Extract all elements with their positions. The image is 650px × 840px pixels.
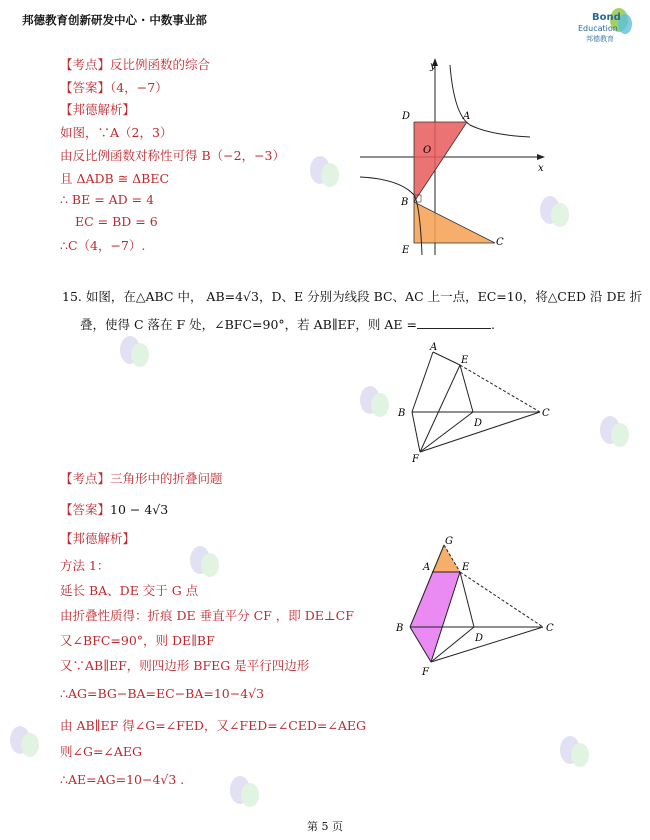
p15-answer: 【答案】10 − 4√3	[60, 502, 169, 517]
p15-line: 则∠G=∠AEG	[60, 744, 143, 759]
bond-logo	[556, 4, 636, 44]
label-E: E	[402, 245, 410, 256]
watermark-logo	[0, 720, 50, 770]
answer-blank	[417, 317, 491, 329]
p15-line: 由 AB∥EF 得∠G=∠FED，又∠FED=∠CED=∠AEG	[60, 718, 366, 733]
p15-figure	[390, 340, 565, 465]
label-A: A	[430, 342, 438, 353]
p15-line: 又∵AB∥EF，则四边形 BFEG 是平行四边形	[60, 658, 310, 673]
label-x: x	[538, 163, 544, 174]
label-A: A	[423, 562, 431, 573]
watermark-logo	[300, 150, 350, 200]
p15-stem-line2: 叠，使得 C 落在 F 处，∠BFC=90°，若 AB∥EF，则 AE = .	[80, 317, 495, 332]
label-F: F	[412, 454, 419, 465]
p14-kaodian: 【考点】反比例函数的综合	[60, 57, 211, 72]
watermark-logo	[590, 410, 640, 460]
watermark-logo	[220, 770, 270, 820]
label-A: A	[463, 111, 471, 122]
label-C: C	[542, 408, 550, 419]
p14-figure	[350, 55, 550, 260]
logo-sub1: Education	[578, 24, 618, 33]
p15-line: 方法 1：	[60, 558, 110, 573]
label-D: D	[475, 633, 484, 644]
p14-analysis-tag: 【邦德解析】	[60, 102, 136, 117]
p14-line: ∴C（4，−7）.	[60, 238, 146, 253]
label-C: C	[546, 623, 554, 634]
p14-answer: 【答案】（4，−7）	[60, 80, 168, 95]
label-B: B	[398, 408, 406, 419]
label-F: F	[422, 667, 429, 678]
watermark-logo	[550, 730, 600, 780]
page-number: 第 5 页	[307, 820, 343, 833]
p15-analysis-tag: 【邦德解析】	[60, 531, 136, 546]
label-C: C	[496, 237, 504, 248]
p15-line: 由折叠性质得：折痕 DE 垂直平分 CF ，即 DE⊥CF	[60, 608, 354, 623]
logo-sub2: 邦德教育	[586, 35, 614, 43]
label-G: G	[445, 536, 453, 547]
triangle-GAE	[432, 545, 460, 572]
p14-line: ∴ BE = AD = 4	[60, 192, 155, 207]
p14-line: 如图，∵A（2，3）	[60, 125, 173, 140]
label-B: B	[401, 197, 409, 208]
label-y: y	[430, 61, 436, 72]
page-header-title: 邦德教育创新研发中心 · 中数事业部	[22, 13, 207, 27]
p15-line: ∴AG=BG−BA=EC−BA=10−4√3	[60, 686, 265, 701]
label-E: E	[462, 562, 470, 573]
label-E: E	[461, 355, 469, 366]
p15-kaodian: 【考点】三角形中的折叠问题	[60, 471, 223, 486]
label-D: D	[402, 111, 411, 122]
p15-line: ∴AE=AG=10−4√3 .	[60, 772, 185, 787]
label-O: O	[423, 145, 432, 156]
watermark-logo	[110, 330, 160, 380]
p15-figure-2	[388, 530, 568, 682]
hyperbola-branch-2	[360, 177, 422, 255]
p15-line: 又∠BFC=90°，则 DE∥BF	[60, 633, 215, 648]
p15-line: 延长 BA、DE 交于 G 点	[60, 583, 199, 598]
p14-line: 由反比例函数对称性可得 B（−2，−3）	[60, 148, 286, 163]
label-D: D	[474, 418, 483, 429]
label-B: B	[396, 623, 404, 634]
logo-text: Bond	[592, 12, 621, 23]
p14-line: EC = BD = 6	[75, 214, 158, 229]
p15-stem-line1: 15. 如图，在△ABC 中， AB=4√3，D、E 分别为线段 BC、AC 上一点，EC=10，将△CED 沿 DE 折	[62, 289, 643, 304]
p14-line: 且 ΔADB ≅ ΔBEC	[60, 171, 170, 186]
